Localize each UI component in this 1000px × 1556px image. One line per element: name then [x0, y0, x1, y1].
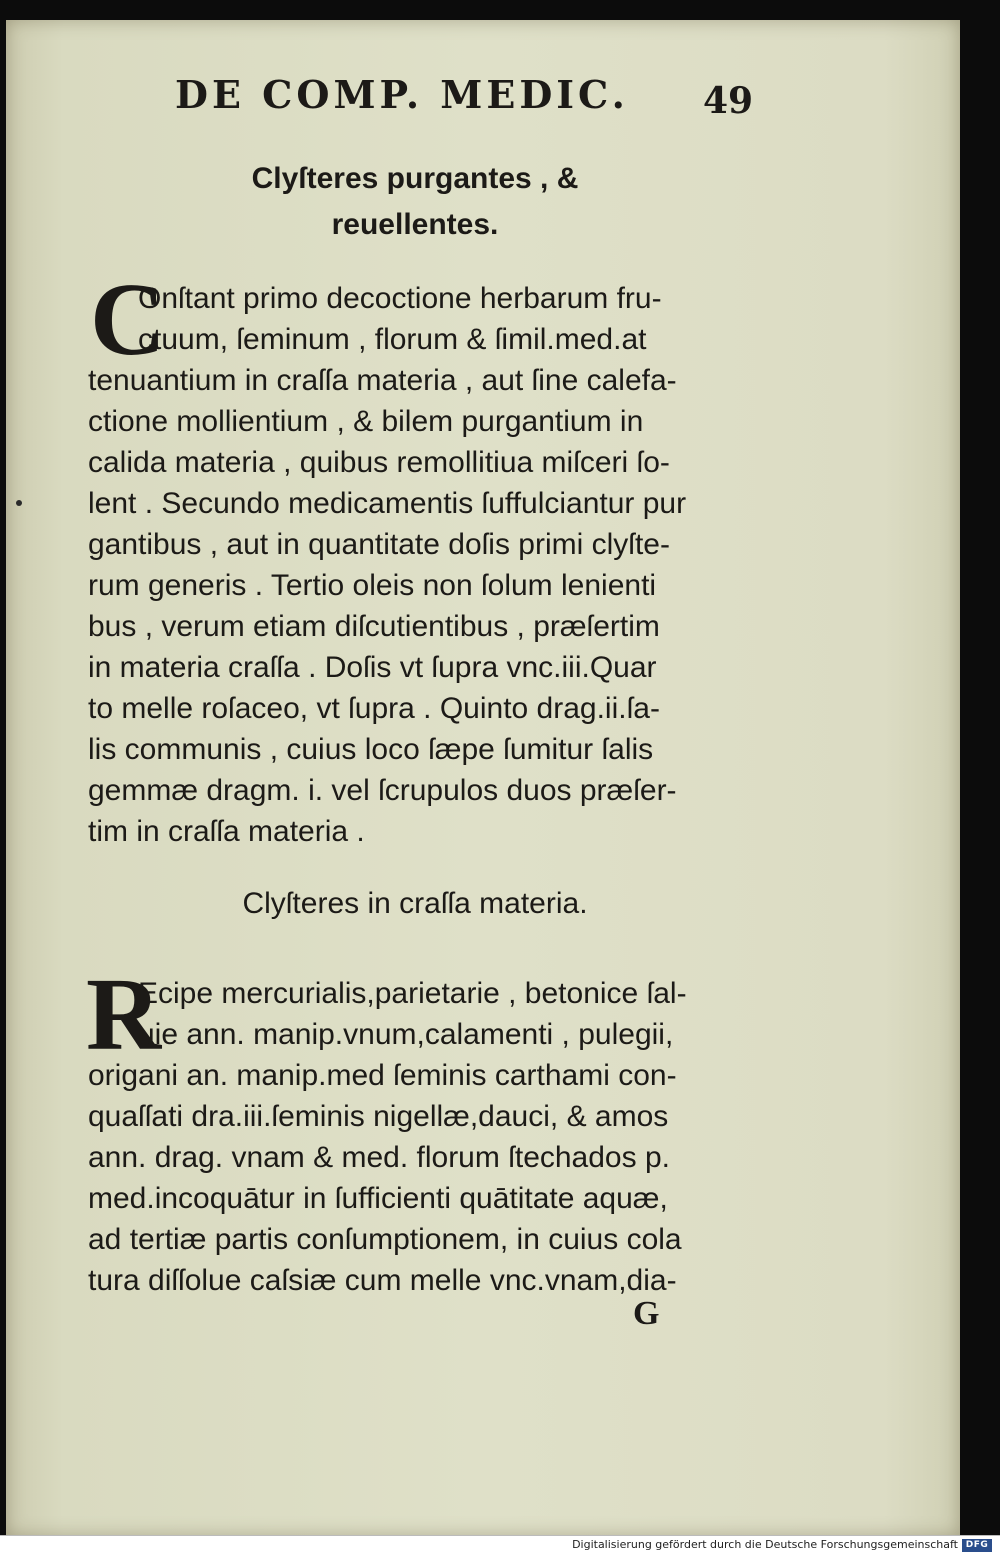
text-line: ctione mollientium , & bilem purgantium in	[88, 405, 644, 438]
text-line: to melle roſaceo, vt ſupra . Quinto drag.ii.ſa-	[88, 692, 660, 725]
dfg-logo: DFG	[962, 1539, 992, 1552]
section2-heading: Clyſteres in craſſa materia.	[242, 887, 588, 920]
text-line: gemmæ dragm. i. vel ſcrupulos duos præſer-	[88, 774, 677, 807]
signature-mark: G	[633, 1295, 660, 1332]
text-line: Onſtant primo decoctione herbarum fru-	[138, 282, 662, 315]
text-line: ann. drag. vnam & med. florum ſtechados p.	[88, 1141, 670, 1174]
drop-cap: R	[86, 957, 162, 1072]
footer-bar	[0, 1535, 1000, 1556]
running-head: DE COMP. MEDIC.	[175, 72, 629, 117]
margin-mark	[16, 500, 22, 506]
scan-background	[960, 20, 1000, 1536]
text-line: rum generis . Tertio oleis non ſolum lenienti	[88, 569, 657, 602]
text-line: ctuum, ſeminum , florum & ſimil.med.at	[138, 323, 647, 356]
text-line: origani an. manip.med ſeminis carthami con-	[88, 1059, 677, 1092]
text-line: lent . Secundo medicamentis ſuffulciantur pur	[88, 487, 687, 520]
section1-heading-line2: reuellentes.	[331, 208, 499, 241]
text-line: calida materia , quibus remollitiua miſceri ſo-	[88, 446, 670, 479]
section1-heading-line1: Clyſteres purgantes , &	[251, 162, 579, 195]
text-line: bus , verum etiam diſcutientibus , præſertim	[88, 610, 660, 643]
text-line: quaſſati dra.iii.ſeminis nigellæ,dauci, & amos	[88, 1100, 669, 1133]
drop-cap: C	[90, 262, 166, 377]
text-line: Ecipe mercurialis,parietarie , betonice ſal-	[138, 977, 687, 1010]
footer-credit: Digitalisierung gefördert durch die Deutsche Forschungsgemeinschaft	[572, 1538, 958, 1551]
text-line: med.incoquātur in ſufficienti quātitate aquæ,	[88, 1182, 668, 1215]
text-line: in materia craſſa . Doſis vt ſupra vnc.iii.Quar	[88, 651, 657, 684]
text-line: lis communis , cuius loco ſæpe ſumitur ſalis	[88, 733, 654, 766]
text-line: ad tertiæ partis conſumptionem, in cuius cola	[88, 1223, 682, 1256]
text-line: tim in craſſa materia .	[88, 815, 365, 848]
text-line: uie ann. manip.vnum,calamenti , pulegii,	[138, 1018, 674, 1051]
text-line: tura diſſolue caſsiæ cum melle vnc.vnam,dia-	[88, 1264, 677, 1297]
page-number: 49	[703, 80, 754, 122]
text-line: gantibus , aut in quantitate doſis primi clyſte-	[88, 528, 670, 561]
text-line: tenuantium in craſſa materia , aut ſine calefa-	[88, 364, 677, 397]
